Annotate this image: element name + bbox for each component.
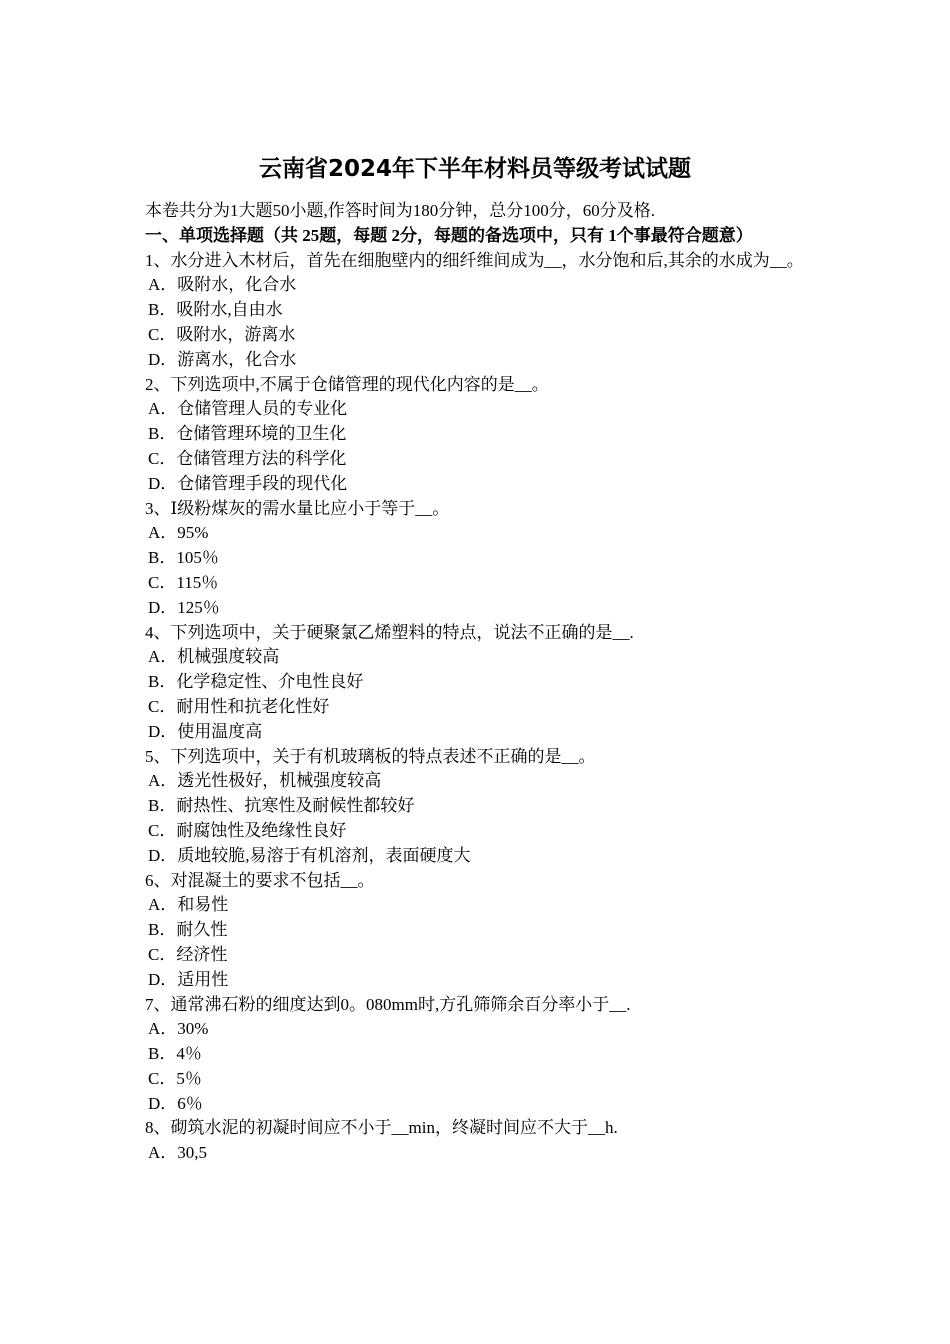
option-c: C．5％ <box>148 1068 202 1088</box>
option-d: D．适用性 <box>148 969 229 989</box>
option-a: A．和易性 <box>148 895 229 915</box>
document-body <box>145 199 810 1166</box>
option-c: C．仓储管理方法的科学化 <box>148 448 347 468</box>
option-b: B．耐久性 <box>148 920 228 940</box>
option-a: A．30% <box>148 1019 209 1039</box>
option-c: C．耐腐蚀性及绝缘性良好 <box>148 820 347 840</box>
option-b: B．吸附水,自由水 <box>148 300 283 320</box>
question-2 <box>145 373 810 497</box>
question-stem: 6、对混凝土的要求不包括__。 <box>145 870 375 890</box>
question-5 <box>145 745 810 869</box>
option-c: C．115％ <box>148 572 219 592</box>
option-d: D．6％ <box>148 1093 203 1113</box>
question-7 <box>145 993 810 1117</box>
option-b: B．4％ <box>148 1044 202 1064</box>
question-stem: 1、水分进入木材后，首先在细胞壁内的细纤维间成为__，水分饱和后,其余的水成为__。 <box>145 250 804 270</box>
option-b: B．105％ <box>148 548 219 568</box>
question-1 <box>145 249 810 373</box>
option-b: B．仓储管理环境的卫生化 <box>148 424 347 444</box>
question-stem: 4、下列选项中，关于硬聚氯乙烯塑料的特点，说法不正确的是__. <box>145 622 634 642</box>
question-stem: 5、下列选项中，关于有机玻璃板的特点表述不正确的是__。 <box>145 746 596 766</box>
option-d: D．125％ <box>148 597 220 617</box>
option-a: A．机械强度较高 <box>148 647 280 667</box>
question-3 <box>145 497 810 621</box>
section-heading: 一、单项选择题（共 25题，每题 2分，每题的备选项中，只有 1个事最符合题意） <box>145 225 753 245</box>
option-d: D．仓储管理手段的现代化 <box>148 473 348 493</box>
question-6 <box>145 869 810 993</box>
option-c: C．吸附水，游离水 <box>148 324 296 344</box>
question-stem: 8、砌筑水泥的初凝时间应不小于__min，终凝时间应不大于__h. <box>145 1118 618 1138</box>
option-a: A．仓储管理人员的专业化 <box>148 399 348 419</box>
question-stem: 7、通常沸石粉的细度达到0。080mm时,方孔筛筛余百分率小于__. <box>145 994 631 1014</box>
question-stem: 3、Ⅰ级粉煤灰的需水量比应小于等于__。 <box>145 498 450 518</box>
option-d: D．质地较脆,易溶于有机溶剂，表面硬度大 <box>148 845 471 865</box>
question-8 <box>145 1116 810 1166</box>
option-a: A．吸附水，化合水 <box>148 275 297 295</box>
option-c: C．经济性 <box>148 944 228 964</box>
question-4 <box>145 621 810 745</box>
option-c: C．耐用性和抗老化性好 <box>148 696 330 716</box>
document-title: 云南省2024年下半年材料员等级考试试题 <box>258 156 691 182</box>
option-b: B．耐热性、抗寒性及耐候性都较好 <box>148 796 415 816</box>
question-stem: 2、下列选项中,不属于仓储管理的现代化内容的是__。 <box>145 374 549 394</box>
exam-intro: 本卷共分为1大题50小题,作答时间为180分钟，总分100分，60分及格. <box>145 201 655 220</box>
option-a: A．30,5 <box>148 1143 208 1163</box>
option-b: B．化学稳定性、介电性良好 <box>148 672 364 692</box>
option-a: A．透光性极好，机械强度较高 <box>148 771 382 791</box>
option-d: D．使用温度高 <box>148 721 263 741</box>
option-d: D．游离水，化合水 <box>148 349 297 369</box>
option-a: A．95% <box>148 523 209 543</box>
